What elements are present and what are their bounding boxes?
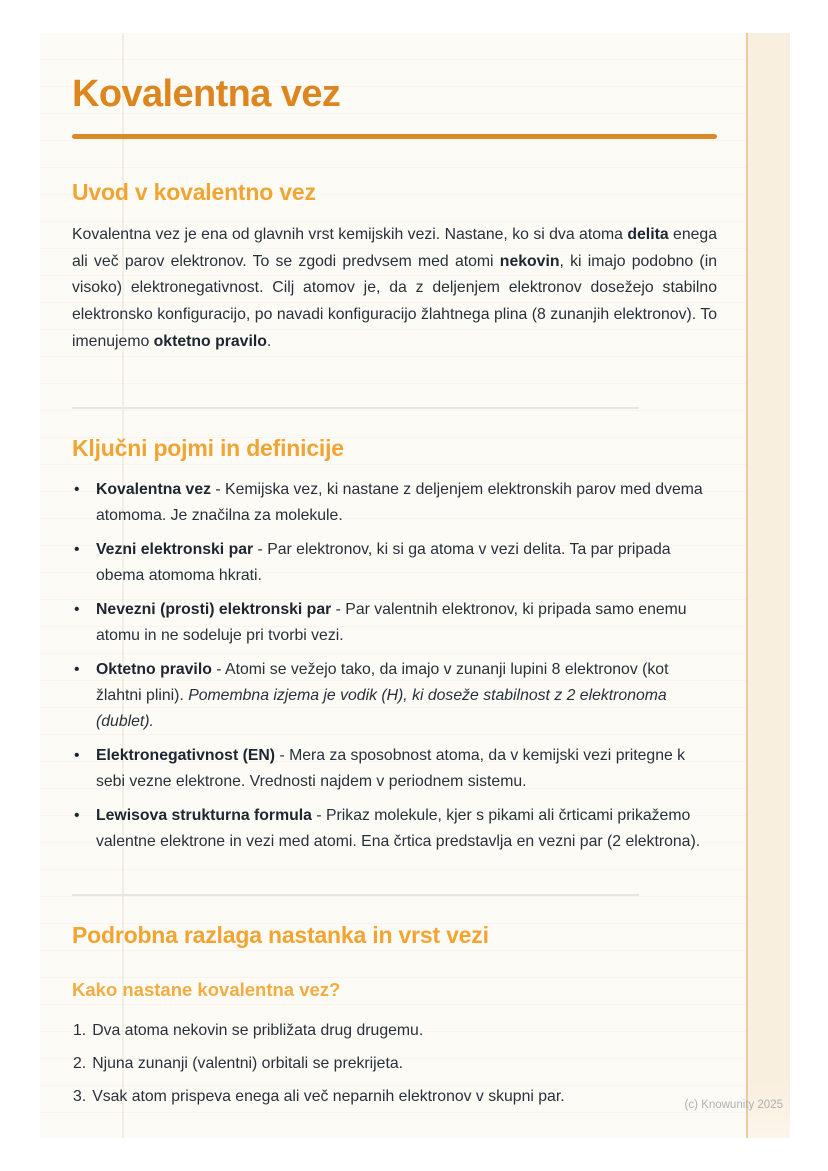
step-number: 2.: [73, 1055, 87, 1072]
list-item: [73, 1087, 565, 1107]
watermark: (c) Knowunity 2025: [684, 1099, 783, 1111]
key-terms-list: [72, 477, 717, 863]
term-definition: Vezni elektronski par - Par elektronov, ki si ga atoma v vezi delita. Ta par pripada obema atomoma hkrati.: [96, 541, 671, 584]
step-text: Dva atoma nekovin se približata drug drugemu.: [92, 1022, 424, 1039]
list-item: [72, 477, 717, 529]
subsection-heading-how-bond-forms: Kako nastane kovalentna vez?: [72, 979, 341, 1000]
document-title: Kovalentna vez: [72, 73, 341, 115]
title-underline-rule: [72, 134, 717, 139]
bullet-icon: •: [74, 481, 80, 498]
section-divider-1: [72, 407, 639, 409]
list-item: [72, 743, 717, 795]
list-item: [72, 597, 717, 649]
bullet-icon: •: [74, 601, 80, 618]
section-heading-key-terms: Ključni pojmi in definicije: [72, 435, 344, 461]
term-definition: Kovalentna vez - Kemijska vez, ki nastane z deljenjem elektronskih parov med dvema atomoma. Je značilna za molekule.: [96, 481, 703, 524]
list-item: [73, 1054, 565, 1074]
term-definition: Oktetno pravilo - Atomi se vežejo tako, da imajo v zunanji lupini 8 elektronov (kot žlahtni plini). Pomembna izjema je vodik (H), ki doseže stabilnost z 2 elektronoma (dublet).: [96, 661, 669, 730]
term-definition: Elektronegativnost (EN) - Mera za sposobnost atoma, da v kemijski vezi pritegne k sebi vezne elektrone. Vrednosti najdem v periodnem sistemu.: [96, 747, 686, 790]
section-heading-intro: Uvod v kovalentno vez: [72, 179, 316, 205]
document-page: [40, 33, 790, 1138]
step-text: Vsak atom prispeva enega ali več neparnih elektronov v skupni par.: [92, 1088, 565, 1105]
bullet-icon: •: [74, 541, 80, 558]
section-heading-detail: Podrobna razlaga nastanka in vrst vezi: [72, 922, 489, 948]
term-definition: Lewisova strukturna formula - Prikaz molekule, kjer s pikami ali črticami prikažemo valentne elektrone in vezi med atomi. Ena črtica predstavlja en vezni par (2 elektrona).: [96, 807, 701, 850]
step-number: 3.: [73, 1088, 87, 1105]
term-definition: Nevezni (prosti) elektronski par - Par valentnih elektronov, ki pripada samo enemu atomu in ne sodeluje pri tvorbi vezi.: [96, 601, 687, 644]
list-item: [72, 803, 717, 855]
bullet-icon: •: [74, 747, 80, 764]
bullet-icon: •: [74, 661, 80, 678]
list-item: [73, 1021, 565, 1041]
page-edge-strip: [746, 33, 790, 1138]
list-item: [72, 657, 717, 735]
intro-paragraph: Kovalentna vez je ena od glavnih vrst kemijskih vezi. Nastane, ko si dva atoma delita enega ali več parov elektronov. To se zgodi predvsem med atomi nekovin, ki imajo podobno (in visoko) elektronegativnost. Cilj atomov je, da z deljenjem elektronov dosežejo stabilno elektronsko konfiguracijo, po navadi konfiguracijo žlahtnega plina (8 zunanjih elektronov). To imenujemo oktetno pravilo.: [72, 226, 717, 350]
list-item: [72, 537, 717, 589]
bullet-icon: •: [74, 807, 80, 824]
section-divider-2: [72, 894, 639, 896]
step-number: 1.: [73, 1022, 87, 1039]
step-text: Njuna zunanji (valentni) orbitali se prekrijeta.: [92, 1055, 404, 1072]
steps-list: [73, 1021, 565, 1120]
